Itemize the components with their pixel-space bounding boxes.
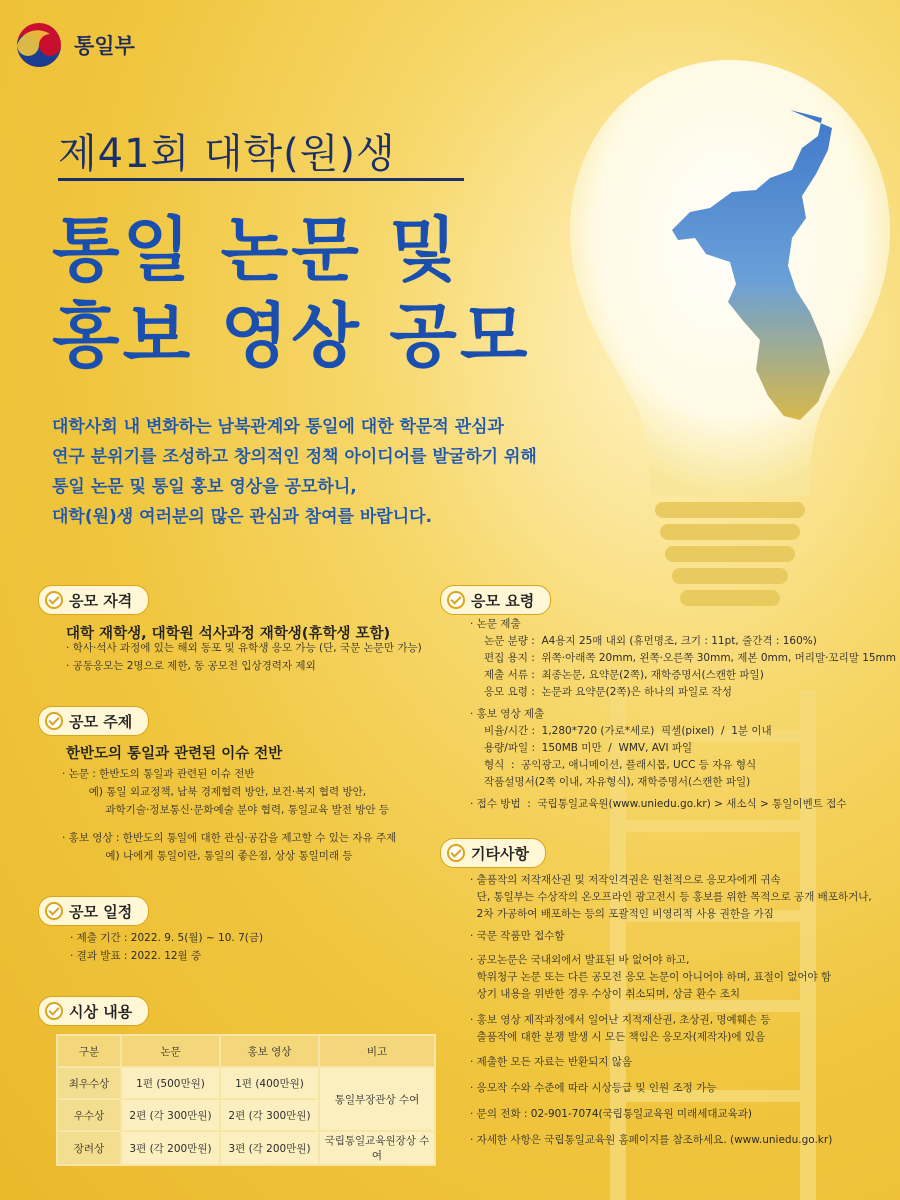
guideline-subhead: · 홍보 영상 제출	[470, 708, 545, 720]
table-header-cell: 구분	[57, 1035, 121, 1067]
award-video: 2편 (각 300만원)	[220, 1099, 319, 1131]
section-heading-label: 응모 요령	[471, 591, 535, 610]
award-video: 1편 (400만원)	[220, 1067, 319, 1099]
guideline-line: 형식 : 공익광고, 애니메이션, 플래시몹, UCC 등 자유 형식	[484, 759, 757, 771]
intro-line: 대학사회 내 변화하는 남북관계와 통일에 대한 학문적 관심과	[52, 417, 504, 437]
section-heading-eligibility	[38, 585, 149, 615]
section-heading-label: 기타사항	[471, 844, 529, 863]
etc-line: · 응모작 수와 수준에 따라 시상등급 및 인원 조정 가능	[470, 1082, 717, 1094]
award-rank: 장려상	[57, 1131, 121, 1165]
logo-text: 통일부	[74, 34, 135, 58]
etc-line: · 국문 작품만 접수함	[470, 930, 565, 942]
section-heading-label: 공모 일정	[69, 902, 133, 921]
theme-paper-line: 예) 통일 외교정책, 남북 경제협력 방안, 보건·복지 협력 방안,	[62, 786, 367, 798]
page-title-line-2: 홍보 영상 공모	[52, 295, 531, 377]
theme-lead: 한반도의 통일과 관련된 이슈 전반	[66, 746, 283, 762]
table-header-cell: 논문	[121, 1035, 220, 1067]
eligibility-lead: 대학 재학생, 대학원 석사과정 재학생(휴학생 포함)	[66, 626, 391, 642]
etc-line: · 문의 전화 : 02-901-7074(국립통일교육원 미래세대교육과)	[470, 1108, 753, 1120]
check-icon	[447, 591, 465, 609]
check-icon	[45, 902, 63, 920]
award-paper: 3편 (각 200만원)	[121, 1131, 220, 1165]
page-subtitle: 제41회 대학(원)생	[58, 131, 396, 177]
section-heading-awards	[38, 996, 149, 1026]
check-icon	[45, 591, 63, 609]
theme-video-line: · 홍보 영상 : 한반도의 통일에 대한 관심·공감을 제고할 수 있는 자유 주제	[62, 832, 397, 844]
etc-line: · 자세한 사항은 국립통일교육원 홈페이지를 참조하세요. (www.uniedu.go.kr)	[470, 1134, 833, 1146]
eligibility-note: · 공동응모는 2명으로 제한, 동 공모전 입상경력자 제외	[66, 660, 316, 672]
check-icon	[45, 1002, 63, 1020]
theme-video-line: 예) 나에게 통일이란, 통일의 좋은점, 상상 통일미래 등	[62, 850, 353, 862]
table-row	[57, 1131, 435, 1165]
submission-method: · 접수 방법 : 국립통일교육원(www.uniedu.go.kr) > 새소식 > 통일이벤트 접수	[470, 798, 847, 810]
section-heading-label: 시상 내용	[69, 1002, 133, 1021]
section-heading-theme	[38, 706, 149, 736]
guideline-line: 작품설명서(2쪽 이내, 자유형식), 재학증명서(스캔한 파일)	[484, 776, 751, 788]
guideline-line: 용량/파일 : 150MB 미만 / WMV, AVI 파일	[484, 742, 693, 754]
awards-table	[56, 1034, 436, 1166]
theme-paper-line: 과학기술·정보통신·문화예술 분야 협력, 통일교육 발전 방안 등	[62, 804, 390, 816]
eligibility-note: · 학사·석사 과정에 있는 해외 동포 및 유학생 응모 가능 (단, 국문 논문만 가능)	[66, 642, 422, 654]
schedule-line: · 제출 기간 : 2022. 9. 5(월) ~ 10. 7(금)	[70, 932, 264, 944]
etc-line: 출품작에 대한 분쟁 발생 시 모든 책임은 응모자(제작자)에 있음	[470, 1031, 766, 1043]
award-rank: 우수상	[57, 1099, 121, 1131]
ministry-logo	[14, 20, 135, 70]
etc-line: 2차 가공하여 배포하는 등의 포괄적인 비영리적 사용 권한을 가짐	[470, 908, 774, 920]
award-paper: 2편 (각 300만원)	[121, 1099, 220, 1131]
table-row	[57, 1067, 435, 1099]
lightbulb-illustration	[560, 40, 900, 680]
etc-line: · 공모논문은 국내외에서 발표된 바 없어야 하고,	[470, 954, 690, 966]
schedule-line: · 결과 발표 : 2022. 12월 중	[70, 950, 202, 962]
award-video: 3편 (각 200만원)	[220, 1131, 319, 1165]
section-heading-guidelines	[440, 585, 551, 615]
intro-line: 연구 분위기를 조성하고 창의적인 정책 아이디어를 발굴하기 위해	[52, 447, 537, 467]
table-header-cell: 홍보 영상	[220, 1035, 319, 1067]
section-heading-schedule	[38, 896, 149, 926]
page-title-line-1: 통일 논문 및	[52, 209, 460, 291]
guideline-line: 논문 분량 : A4용지 25매 내외 (휴먼명조, 크기 : 11pt, 줄간격 : 160%)	[484, 635, 817, 647]
guideline-line: 비율/시간 : 1,280*720 (가로*세로) 픽셀(pixel) / 1분 이내	[484, 725, 772, 737]
award-rank: 최우수상	[57, 1067, 121, 1099]
intro-line: 통일 논문 및 통일 홍보 영상을 공모하니,	[52, 477, 357, 497]
subtitle-divider	[58, 178, 464, 181]
section-heading-label: 공모 주제	[69, 712, 133, 731]
guideline-subhead: · 논문 제출	[470, 618, 521, 630]
check-icon	[447, 844, 465, 862]
check-icon	[45, 712, 63, 730]
guideline-line: 편집 용지 : 위쪽·아래쪽 20mm, 왼쪽·오른쪽 30mm, 제본 0mm, 머리말·꼬리말 15mm	[484, 652, 897, 664]
table-header-cell: 비고	[319, 1035, 435, 1067]
table-header-row	[57, 1035, 435, 1067]
etc-line: 상기 내용을 위반한 경우 수상이 취소되며, 상금 환수 조치	[470, 988, 741, 1000]
etc-line: 학위청구 논문 또는 다른 공모전 응모 논문이 아니어야 하며, 표절이 없어야 함	[470, 971, 832, 983]
award-note: 통일부장관상 수여	[319, 1067, 435, 1131]
guideline-line: 응모 요령 : 논문과 요약문(2쪽)은 하나의 파일로 작성	[484, 686, 732, 698]
taegeuk-icon	[14, 20, 64, 70]
etc-line: · 홍보 영상 제작과정에서 일어난 지적재산권, 초상권, 명예훼손 등	[470, 1014, 771, 1026]
guideline-line: 제출 서류 : 최종논문, 요약문(2쪽), 재학증명서(스캔한 파일)	[484, 669, 764, 681]
etc-line: 단, 통일부는 수상작의 온오프라인 광고전시 등 홍보를 위한 목적으로 공개 배포하거나,	[470, 891, 872, 903]
theme-paper-line: · 논문 : 한반도의 통일과 관련된 이슈 전반	[62, 768, 255, 780]
etc-line: · 출품작의 저작재산권 및 저작인격권은 원천적으로 응모자에게 귀속	[470, 874, 781, 886]
award-note: 국립통일교육원장상 수여	[319, 1131, 435, 1165]
section-heading-etc	[440, 838, 546, 868]
section-heading-label: 응모 자격	[69, 591, 133, 610]
award-paper: 1편 (500만원)	[121, 1067, 220, 1099]
etc-line: · 제출한 모든 자료는 반환되지 않음	[470, 1056, 633, 1068]
intro-line: 대학(원)생 여러분의 많은 관심과 참여를 바랍니다.	[52, 507, 433, 527]
